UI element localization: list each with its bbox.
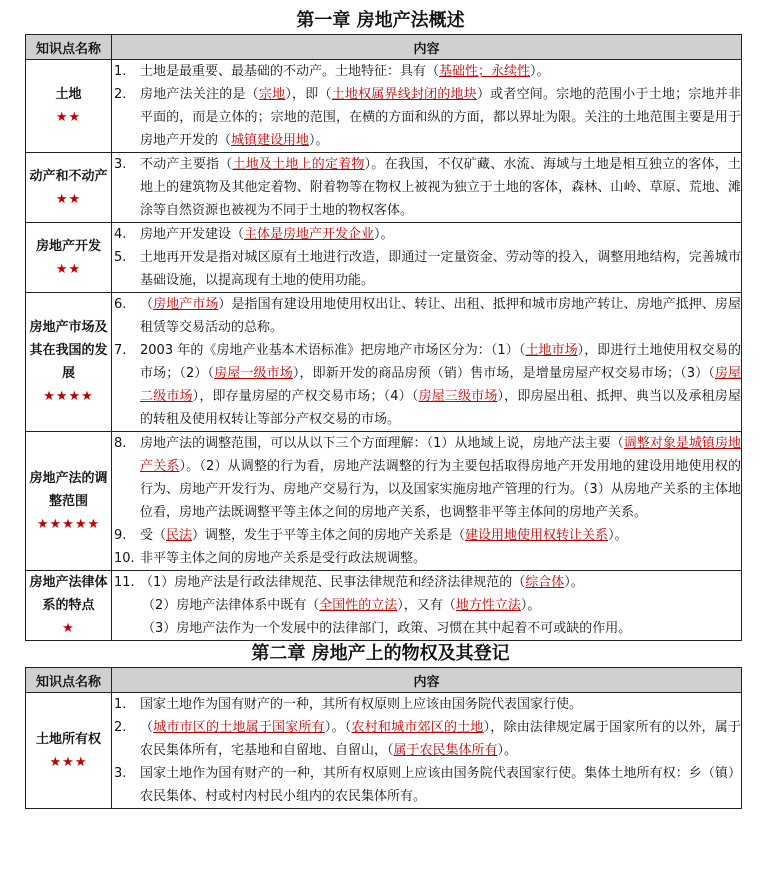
knowledge-point-name: 房地产法的调整范围 [29, 470, 108, 509]
content-item [112, 293, 741, 339]
plain-text: 土地再开发是指对城区原有土地进行改造，即通过一定量资金、劳动等的投入，调整用地结构，完善城市基础设施，以提高现有土地的使用功能。 [140, 250, 741, 288]
knowledge-row [26, 693, 742, 809]
content-item [112, 339, 741, 431]
importance-stars: ★★★★★ [36, 516, 101, 532]
answer-text: 房屋三级市场 [418, 389, 498, 404]
plain-text: ）。 [520, 598, 541, 613]
item-number: 3. [114, 157, 127, 172]
answer-text: 土地权属界线封闭的地块 [331, 87, 477, 102]
plain-text: ）。（2）从调整的行为看，房地产法调整的行为主要包括取得房地产开发用地的建设用地使用权的行为、房地产开发行为、房地产交易行为，以及国家实施房地产管理的行为。（3）从房地产关系的主体地位看，房地产法既调整平等主体之间的房地产关系，也调整非平等主体间的房地产关系。 [140, 459, 741, 520]
content-item [112, 547, 741, 570]
answer-text: 地方性立法 [455, 598, 521, 613]
knowledge-point-cell [26, 60, 112, 153]
table-header-row [26, 35, 742, 60]
item-number: 1. [114, 64, 127, 79]
importance-stars: ★★ [55, 261, 82, 277]
item-text [140, 339, 741, 431]
knowledge-point-name: 房地产开发 [35, 238, 101, 254]
content-cell [112, 293, 742, 432]
knowledge-row [26, 223, 742, 293]
item-text [140, 716, 741, 762]
answer-text: 城市市区的土地属于国家所有 [153, 720, 325, 735]
plain-text: ）。 [530, 64, 550, 79]
chapter-2-body [26, 693, 742, 809]
plain-text: 房地产法关注的是（ [140, 87, 259, 102]
knowledge-point-cell [26, 293, 112, 432]
knowledge-point-cell [26, 571, 112, 641]
answer-text: 主体是房地产开发企业 [244, 227, 375, 242]
answer-text: 建设用地使用权转让关系 [465, 528, 609, 543]
answer-text: 宗地 [258, 87, 286, 102]
content-item [112, 223, 741, 246]
content-item [112, 246, 741, 292]
item-text [140, 60, 741, 83]
header-knowledge-point: 知识点名称 [26, 668, 112, 693]
plain-text: ）。 [564, 575, 584, 590]
content-cell [112, 693, 742, 809]
content-item [112, 716, 741, 762]
answer-text: 土地及土地上的定着物 [232, 157, 365, 172]
plain-text: 2003 年的《房地产业基本术语标准》把房地产市场区分为：（1）（ [140, 343, 526, 358]
knowledge-point-name: 动产和不动产 [29, 168, 108, 184]
plain-text: 房地产开发建设（ [140, 227, 245, 242]
content-cell [112, 153, 742, 223]
item-text [140, 293, 741, 339]
plain-text: ），除由法律规定属于国家所有的以外，属于农民集体所有，宅基地和自留地、自留山，（ [140, 720, 741, 758]
answer-text: 基础性；永续性 [439, 64, 531, 79]
answer-text: 房屋一级市场 [214, 366, 293, 381]
item-number: 2. [114, 87, 127, 102]
content-cell [112, 571, 742, 641]
content-item [112, 60, 741, 83]
knowledge-row [26, 153, 742, 223]
item-text [140, 571, 741, 594]
answer-text: 房地产市场 [153, 297, 219, 312]
answer-text: 土地市场 [525, 343, 578, 358]
header-content: 内容 [112, 668, 742, 693]
chapter-1-body [26, 60, 742, 641]
plain-text: ），即进行土地使用权交易的市场；（2）（ [140, 343, 741, 381]
item-text [140, 762, 741, 808]
item-text [142, 594, 741, 617]
chapter-2-table [25, 667, 742, 809]
content-item [112, 693, 741, 716]
item-text [140, 246, 741, 292]
item-number: 2. [114, 720, 127, 735]
plain-text: 受（ [140, 528, 167, 543]
item-number: 4. [114, 227, 127, 242]
content-item [112, 83, 741, 152]
knowledge-point-name: 房地产市场及其在我国的发展 [29, 320, 108, 381]
answer-text: 全国性的立法 [319, 598, 398, 613]
plain-text: ）。 [497, 743, 518, 758]
plain-text: ）。 [608, 528, 628, 543]
plain-text: （1）房地产法是行政法律规范、民事法律规范和经济法律规范的（ [140, 575, 526, 590]
plain-text: 国家土地作为国有财产的一种，其所有权原则上应该由国务院代表国家行使。 [140, 697, 583, 712]
knowledge-row [26, 432, 742, 571]
plain-text: ），即房屋出租、抵押、典当以及承租房屋的转租及使用权转让等部分产权交易的市场。 [140, 389, 741, 427]
knowledge-row [26, 293, 742, 432]
plain-text: ）调整，发生于平等主体之间的房地产关系是（ [192, 528, 466, 543]
answer-text: 城镇建设用地 [231, 133, 310, 148]
plain-text: （ [140, 720, 154, 735]
content-item [112, 432, 741, 524]
content-item [112, 571, 741, 594]
answer-text: 综合体 [525, 575, 565, 590]
knowledge-row [26, 571, 742, 641]
item-number: 10. [114, 551, 135, 566]
knowledge-point-cell [26, 153, 112, 223]
answer-text: 房屋二级市场 [140, 366, 741, 404]
item-text [140, 83, 741, 152]
content-item [112, 594, 741, 617]
answer-text: 农村和城市郊区的土地 [351, 720, 484, 735]
knowledge-row [26, 60, 742, 153]
header-knowledge-point: 知识点名称 [26, 35, 112, 60]
plain-text: 非平等主体之间的房地产关系是受行政法规调整。 [140, 551, 427, 566]
content-cell [112, 432, 742, 571]
knowledge-point-cell [26, 223, 112, 293]
content-cell [112, 223, 742, 293]
item-number: 9. [114, 528, 127, 543]
content-item [112, 153, 741, 222]
plain-text: 国家土地作为国有财产的一种，其所有权原则上应该由国务院代表国家行使。集体土地所有权：乡（镇）农民集体、村或村内村民小组内的农民集体所有。 [140, 766, 741, 804]
knowledge-point-cell [26, 432, 112, 571]
plain-text: ），即新开发的商品房预（销）售市场，是增量房屋产权交易市场；（3）（ [292, 366, 715, 381]
item-text [140, 432, 741, 524]
plain-text: 不动产主要指（ [140, 157, 233, 172]
content-item [112, 617, 741, 640]
importance-stars: ★★★ [49, 754, 88, 770]
item-number: 5. [114, 250, 127, 265]
item-number: 7. [114, 343, 127, 358]
header-content: 内容 [112, 35, 742, 60]
plain-text: （ [140, 297, 154, 312]
item-text [140, 693, 741, 716]
plain-text: ）。在我国，不仅矿藏、水流、海域与土地是相互独立的客体，土地上的建筑物及其他定着物、附着物等在物权上被视为独立于土地的客体，森林、山岭、草原、荒地、滩涂等自然资源也被视为不同于土地的物权客体。 [140, 157, 741, 218]
plain-text: ），即存量房屋的产权交易市场；（4）（ [192, 389, 419, 404]
item-text [142, 617, 741, 640]
plain-text: （2）房地产法律体系中既有（ [142, 598, 320, 613]
content-cell [112, 60, 742, 153]
item-number: 6. [114, 297, 127, 312]
chapter-1-title: 第一章 房地产法概述 [296, 10, 465, 31]
importance-stars: ★ [62, 621, 75, 636]
plain-text: ）或者空间。宗地的范围小于土地；宗地并非平面的，而是立体的；宗地的范围，在横的方面和纵的方面，都以界址为限。关注的土地范围主要是用于房地产开发的（ [140, 87, 741, 148]
chapter-1-table [25, 34, 742, 641]
item-text [140, 524, 741, 547]
knowledge-point-name: 房地产法律体系的特点 [29, 575, 108, 613]
plain-text: ）。 [374, 227, 394, 242]
plain-text: ）。（ [324, 720, 352, 735]
chapter-2-title: 第二章 房地产上的物权及其登记 [251, 643, 510, 664]
plain-text: ）是指国有建设用地使用权出让、转让、出租、抵押和城市房地产转让、房地产抵押、房屋租赁等交易活动的总称。 [140, 297, 741, 335]
item-number: 8. [114, 436, 127, 451]
content-item [112, 524, 741, 547]
answer-text: 民法 [166, 528, 193, 543]
plain-text: ）。 [309, 133, 329, 148]
answer-text: 调整对象是城镇房地产关系 [140, 436, 741, 474]
item-text [140, 153, 741, 222]
importance-stars: ★★ [55, 110, 82, 125]
plain-text: 土地是最重要、最基础的不动产。土地特征：具有（ [140, 64, 440, 79]
item-number: 1. [114, 697, 127, 712]
content-item [112, 762, 741, 808]
plain-text: ），即（ [285, 87, 332, 102]
item-text [140, 223, 741, 246]
plain-text: 房地产法的调整范围，可以从以下三个方面理解：（1）从地域上说，房地产法主要（ [140, 436, 624, 451]
table-header-row [26, 668, 742, 693]
plain-text: （3）房地产法作为一个发展中的法律部门，政策、习惯在其中起着不可或缺的作用。 [142, 621, 632, 636]
importance-stars: ★★★★ [43, 389, 94, 404]
answer-text: 属于农民集体所有 [393, 743, 498, 758]
knowledge-point-name: 土地所有权 [35, 731, 101, 747]
item-number: 3. [114, 766, 127, 781]
item-text [140, 547, 741, 570]
knowledge-point-cell [26, 693, 112, 809]
knowledge-point-name: 土地 [55, 87, 82, 102]
item-number: 11. [114, 575, 135, 590]
plain-text: ），又有（ [397, 598, 456, 613]
importance-stars: ★★ [55, 191, 82, 207]
